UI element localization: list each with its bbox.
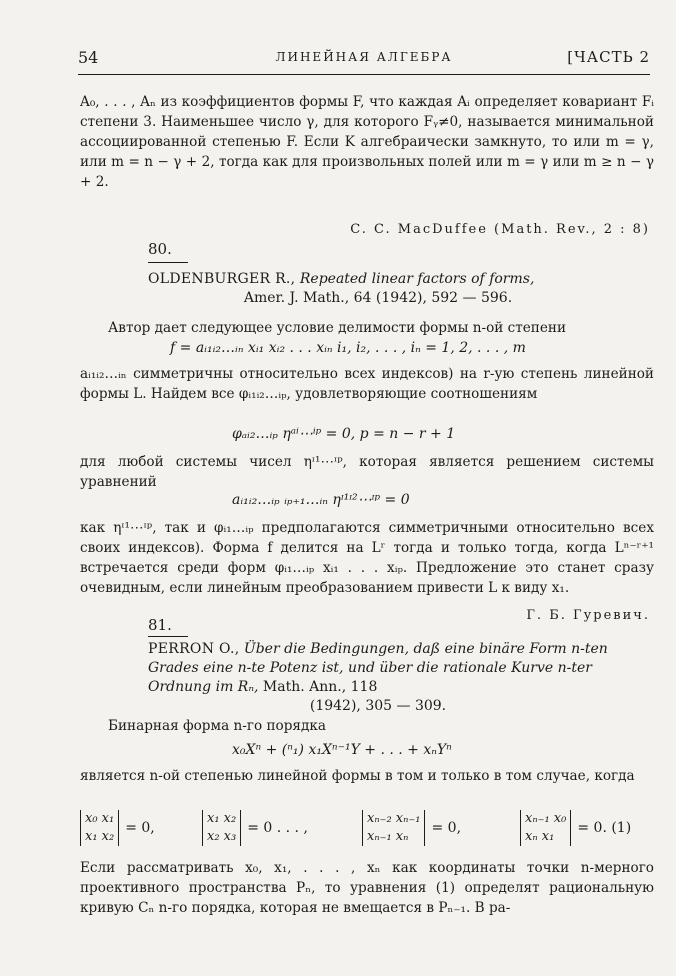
determinant-1 bbox=[80, 810, 155, 846]
running-title: ЛИНЕЙНАЯ АЛГЕБРА bbox=[275, 50, 453, 64]
entry-80-formula-1: f = aᵢ₁ᵢ₂…ᵢₙ xᵢ₁ xᵢ₂ . . . xᵢₙ i₁, i₂, . . . , iₙ = 1, 2, . . . , m bbox=[170, 340, 526, 356]
determinant-3-row-1: xₙ₋₂ xₙ₋₁ bbox=[367, 811, 421, 826]
entry-80-signature: Г. Б. Гуревич. bbox=[526, 608, 650, 623]
entry-81-number: 81. bbox=[148, 616, 172, 634]
determinant-4-rhs: = 0. (1) bbox=[577, 820, 632, 836]
page-number: 54 bbox=[78, 48, 99, 67]
part-label: [ЧАСТЬ 2 bbox=[567, 48, 650, 66]
entry-80-para-2: aᵢ₁ᵢ₂…ᵢₙ симметричны относительно всех индексов) на r-ую степень линейной формы L. Найдем все φᵢ₁ᵢ₂…ᵢₚ, удовлетворяющие соотношениям bbox=[80, 366, 654, 402]
entry-80-author: OLDENBURGER R., bbox=[148, 271, 296, 287]
determinant-2-row-1: x₁ x₂ bbox=[207, 811, 237, 826]
determinant-1-row-2: x₁ x₂ bbox=[85, 829, 115, 844]
entry-81-reference bbox=[148, 640, 648, 716]
review-79-text: A₀, . . . , Aₙ из коэффициентов формы F, что каждая Aᵢ определяет ковариант Fᵢ степени 3. Наименьшее число γ, для которого Fᵧ≠0, называется минимальной ассоциированной степенью F. Если K алгебраически замкнуто, то или m = γ, или m = n − γ + 2, тогда как для произвольных полей или m = γ или m ≥ n − γ + 2. bbox=[80, 94, 654, 190]
entry-80-rule bbox=[148, 262, 188, 263]
determinant-2-rhs: = 0 . . . , bbox=[247, 820, 308, 836]
entry-81-title: Über die Bedingungen, daß eine binäre Form n-ten Grades eine n-te Potenz ist, und über die rationale Kurve n-ter Ordnung im Rₙ, bbox=[148, 641, 608, 695]
determinant-1-row-1: x₀ x₁ bbox=[85, 811, 115, 826]
entry-80-source: Amer. J. Math., 64 (1942), 592 — 596. bbox=[243, 290, 513, 306]
entry-80-para-4: как ηᶦ¹⋯ᶦᵖ, так и φᵢ₁…ᵢₚ предполагаются симметричными относительно всех своих индексов). Форма f делится на Lʳ тогда и только тогда, когда Lⁿ⁻ʳ⁺¹ встречается среди форм φᵢ₁…ᵢₚ xᵢ₁ . . . xᵢₚ. Предложение это станет сразу очевидным, если линейным преобразованием привести L к виду x₁. bbox=[80, 520, 654, 596]
entry-80-reference bbox=[148, 270, 648, 308]
determinant-1-rhs: = 0, bbox=[125, 820, 155, 836]
determinant-2 bbox=[202, 810, 308, 846]
determinant-2-row-2: x₂ x₃ bbox=[207, 829, 237, 844]
running-header bbox=[78, 48, 650, 75]
determinant-3-row-2: xₙ₋₁ xₙ bbox=[367, 829, 409, 844]
entry-81-para-1: Бинарная форма n-го порядка bbox=[108, 718, 326, 734]
entry-81-para-2: является n-ой степенью линейной формы в том и только в том случае, когда bbox=[80, 768, 635, 784]
determinant-3 bbox=[362, 810, 461, 846]
entry-80-para-3: для любой системы чисел ηᶦ¹⋯ᶦᵖ, которая является решением системы уравнений bbox=[80, 454, 654, 490]
entry-81-rule bbox=[148, 636, 188, 637]
determinant-4 bbox=[520, 810, 631, 846]
entry-81-para-3: Если рассматривать x₀, x₁, . . . , xₙ как координаты точки n-мерного проективного пространства Pₙ, то уравнения (1) определят рациональную кривую Cₙ n-го порядка, которая не вмещается в Pₙ₋₁. В ра- bbox=[80, 860, 654, 916]
review-79-signature: C. C. MacDuffee (Math. Rev., 2 : 8) bbox=[350, 222, 650, 237]
entry-81-author: PERRON O., bbox=[148, 641, 240, 657]
entry-80-formula-2: φₐᵢ₂…ᵢₚ ηᵃⁱ⋯ⁱᵖ = 0, p = n − r + 1 bbox=[232, 426, 456, 442]
determinant-3-rhs: = 0, bbox=[431, 820, 462, 836]
entry-80-number: 80. bbox=[148, 240, 172, 258]
determinant-conditions bbox=[80, 810, 654, 850]
entry-81-source-journal: Math. Ann., 118 bbox=[262, 679, 378, 695]
entry-81-source-tail: (1942), 305 — 309. bbox=[309, 698, 447, 714]
entry-81-formula-1: x₀Xⁿ + (ⁿ₁) x₁Xⁿ⁻¹Y + . . . + xₙYⁿ bbox=[232, 742, 452, 758]
entry-80-para-1: Автор дает следующее условие делимости формы n-ой степени bbox=[108, 320, 567, 336]
entry-80-formula-3: aᵢ₁ᵢ₂…ᵢₚ ᵢₚ₊₁…ᵢₙ ηᶦ¹ᶦ²⋯ᶦᵖ = 0 bbox=[232, 492, 410, 508]
determinant-4-row-2: xₙ x₁ bbox=[525, 829, 555, 844]
entry-80-title: Repeated linear factors of forms, bbox=[299, 271, 535, 287]
determinant-4-row-1: xₙ₋₁ x₀ bbox=[525, 811, 567, 826]
